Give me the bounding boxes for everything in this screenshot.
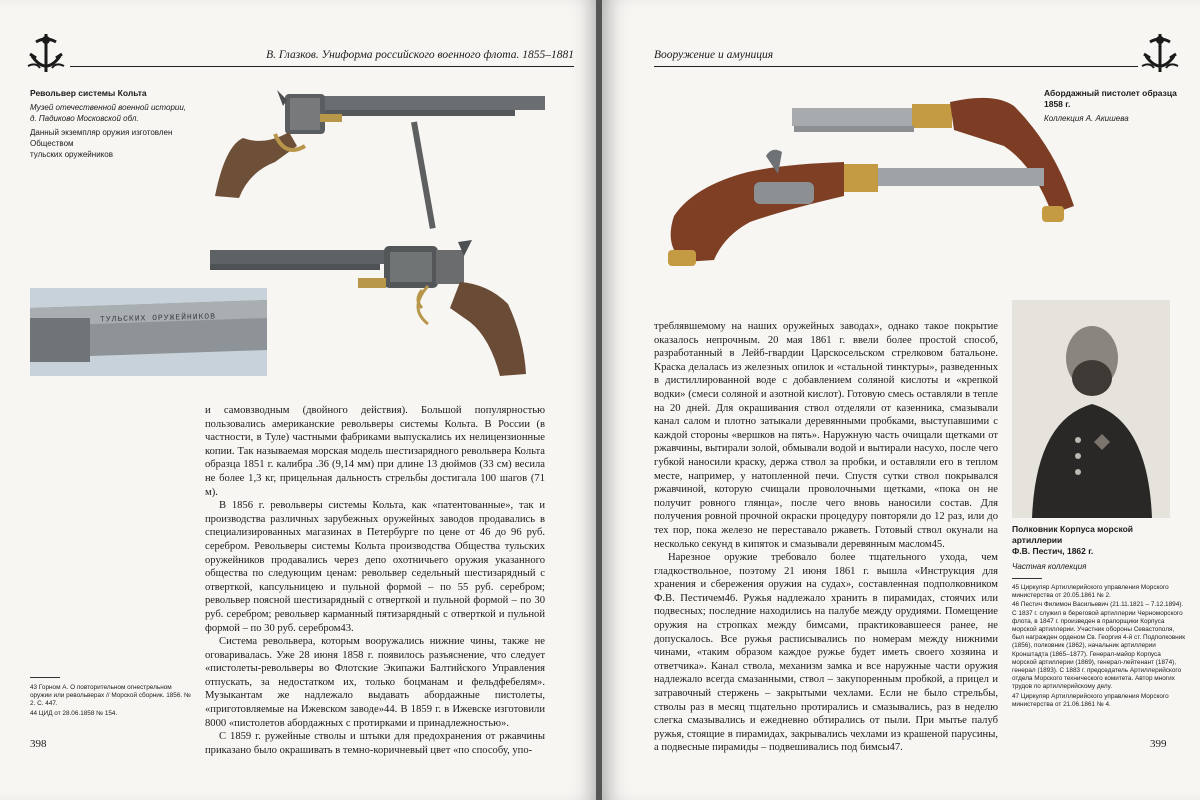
page-number-right: 399 (1150, 738, 1167, 750)
anchor-emblem-icon (26, 32, 66, 76)
paragraph: Система револьвера, которым вооружались нижние чины, также не оговаривалась. Уже 28 июня 1858 г. появилось разъяснение, что следует «пистолеты-револьверы во Флотские Экипажи Балтийского Управления отпускать, за недостатком их, только боцманам и фельдфебелям». Музыкантам же надлежало выдавать абордажные пистолеты, «приготовляемые на Ижевском заводе»44. В 1859 г. в Ижевске изготовили 8000 «пистолетов абордажных с протирками и принадлежностью». (205, 636, 545, 729)
paragraph: В 1856 г. револьверы системы Кольта, как «патентованные», так и производства различных зарубежных оружейных заводов продавались в специализированных магазинах в Петербурге по цене от 46 до 96 руб. серебром. Револьверы системы Кольта производства Общества тульских оружейников продавались через депо охотничьего оружия указанного общества по следующим ценам: револьвер седельный шестизарядный с отверткой, капсульницею и пульной формой – по 55 руб. серебром; револьвер поясной шестизарядный с отверткой и пульной формой – по 30 руб. серебром; револьвер карманный пятизарядный с отверткой и пульной формой – по 30 руб. серебром43. (205, 500, 545, 634)
running-head-right: Вооружение и амуниция (654, 46, 1138, 67)
pistol-caption (1044, 88, 1194, 124)
caption-title: Револьвер системы Кольта (30, 88, 147, 98)
caption-note-line: Данный экземпляр оружия изготовлен Обществом (30, 128, 173, 148)
portrait-caption (1012, 524, 1184, 572)
left-body-text (205, 404, 545, 757)
caption-museum-line: д. Падиково Московской обл. (30, 114, 139, 123)
caption-title-line: Ф.В. Пестич, 1862 г. (1012, 546, 1094, 556)
engraving-detail-photo (30, 288, 267, 376)
footnote-rule (30, 677, 60, 678)
caption-note-line: тульских оружейников (30, 150, 113, 159)
caption-collection-line: Коллекция А. Акишева (1044, 114, 1129, 123)
caption-collection-line: Частная коллекция (1012, 562, 1087, 571)
caption-title: Абордажный пистолет образца 1858 г. (1044, 88, 1177, 109)
footnote: 46 Пестич Филимон Васильевич (21.11.1821 – 7.12.1894). С 1837 г. служил в береговой артиллерии Черноморского флота, в 1847 г. произведен в прапорщики Корпуса морской артиллерии. Участник обороны Севастополя, был награжден орденом Св. Георгия 4-й ст. Подполковник (1856), полковник (1862), начальник артиллерии Кронштадта (1865–1877). Генерал-майор Корпуса морской артиллерии (1869), генерал-лейтенант (1874), генерал (1893). С 1883 г. председатель Артиллерийского отдела Морского технического комитета. Автор многих трудов по артиллерийскому делу. (1012, 601, 1186, 691)
running-head-left: В. Глазков. Униформа российского военного флота. 1855–1881 (70, 46, 574, 67)
revolver-caption (30, 88, 215, 160)
engraving-text: ТУЛЬСКИХ ОРУЖЕЙНИКОВ (99, 312, 217, 325)
footnote: 44 ЦИД от 28.06.1858 № 154. (30, 709, 118, 717)
boarding-pistol-illustration (654, 86, 1094, 286)
caption-title-line: Полковник Корпуса морской артиллерии (1012, 524, 1134, 545)
left-footnotes (30, 684, 195, 719)
anchor-emblem-icon (1140, 32, 1180, 76)
footnote-rule (1012, 578, 1042, 579)
page-number-left: 398 (30, 738, 47, 750)
footnote: 45 Циркуляр Артиллерийского управления Морского министерства от 20.05.1861 № 2. (1012, 584, 1169, 600)
paragraph: Нарезное оружие требовало более тщательного ухода, чем гладкоствольное, поэтому 21 июня 1861 г. вышла «Инструкция для хранения и сбережения оружия на судах», составленная подполковником Ф.В. Пестичем46. Ружья надлежало хранить в пирамидах, стоячих или подвесных; последние находились на палубе между орудиями. Помещение оружия на стропках между бимсами, практиковавшееся ранее, не допускалось. Все ружья расписывались по номерам между нижними чинами, «таким образом каждое ружье будет иметь своего хозяина и ответчика». Канал ствола, механизм замка и все наружные части оружия надлежало всегда смазанными, ствол – закупоренным пробкой, а прицел и затравочный стержень – закрытыми чехлами. Если не было стрельбы, стволы раз в месяц тщательно протирались и смазывались, раз в неделю слегка смазывались и ежедневно обтирались от пыли. При мытье палуб ружья, стоящие в пирамидах, закрывались чехлами из крашеной парусины, а подвесные пирамиды – подвешивались под бимсы47. (654, 552, 998, 754)
paragraph: треблявшемому на наших оружейных заводах», однако такое покрытие оказалось непрочным. 20 мая 1861 г. ввели более простой способ, разработанный в Лейб-гвардии Царскосельском стрелковом батальоне. Краска делалась из железных опилок и «стальной тинктуры», разведенных в дистиллированной воде с добавлением соляной кислоты и «крепкой водки» (смеси соляной и азотной кислот). Готовую смесь оставляли в тепле на 20 дней. Для окрашивания ствол отделяли от казенника, смазывали канал салом и плотно затыкали деревянными пробками, выступавшими с каждой стороны «вершков на пять». Наружную часть очищали щетками от ржавчины, вытирали золой, обмывали водой и вытирали насухо, после чего губкой наносили краску, держа ствол за пробки, и оставляли его в теплом месте, например, у натопленной печи. Спустя сутки ствол покрывался ржавчиной, которую счищали проволочными щетками, «пока он не получит ровного глянца», после чего вновь наносили состав. Для получения ровной прочной окраски процедуру повторяли до 12 раз, или до тех пор, пока железо не переставало ржаветь. Готовый ствол окунали на несколько секунд в кипяток и смазывали деревянным маслом45. (654, 321, 998, 550)
right-footnotes (1012, 584, 1187, 710)
footnote: 47 Циркуляр Артиллерийского управления Морского министерства от 21.06.1861 № 4. (1012, 692, 1169, 708)
footnote: 43 Горном А. О повторительном огнестрельном оружии или револьверах // Морской сборник. 1856. № 2. С. 447. (30, 684, 191, 708)
portrait-photo (1012, 300, 1170, 518)
left-page (0, 0, 598, 800)
right-page (602, 0, 1200, 800)
right-body-text (654, 320, 998, 755)
paragraph: С 1859 г. ружейные стволы и штыки для предохранения от ржавчины приказано было окрашивать в темно-коричневый цвет «по способу, упо- (205, 731, 545, 756)
paragraph: и самовзводным (двойного действия). Большой популярностью пользовались американские револьверы системы Кольта. В России (в частности, в Туле) частными фабриками выпускались их нелицензионные копии. Так называемая морская модель шестизарядного револьвера Кольта образца 1851 г. калибра .36 (9,14 мм) при длине 13 дюймов (33 см) весила не более 1,3 кг, прицельная дальность стрельбы достигала 100 шагов (71 м). (205, 405, 545, 498)
revolver-illustration-top (205, 86, 550, 236)
caption-museum-line: Музей отечественной военной истории, (30, 103, 187, 112)
